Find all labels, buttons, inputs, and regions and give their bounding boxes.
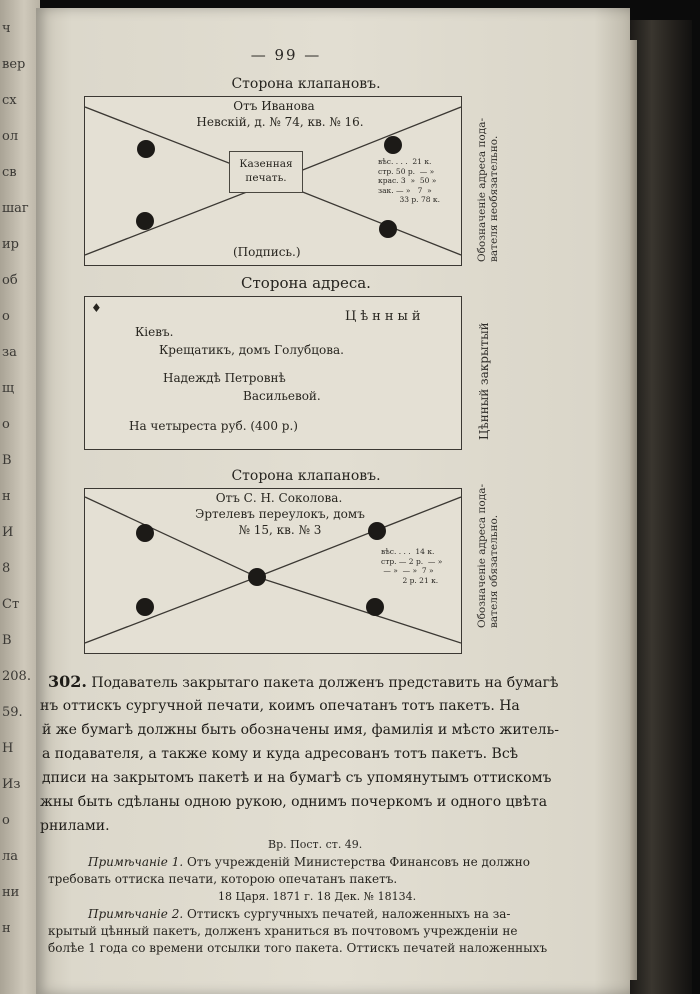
address-street: Крещатикъ, домъ Голубцова. [159,343,344,357]
article-line: а подавателя, а также кому и куда адресованъ тотъ пакетъ. Всѣ [42,746,519,762]
envelope2-caption: Сторона адреса. [241,274,371,292]
previous-page-fragment: ол [2,129,19,144]
wax-seal [384,136,402,154]
sender-address-number: № 15, кв. № 3 [238,523,322,537]
previous-page-fragment: св [2,165,17,180]
recipient-name: Надеждѣ Петровнѣ [163,371,286,385]
article-reference: Вр. Пост. ст. 49. [268,838,363,851]
article-302 [40,670,588,838]
note-1 [48,854,588,905]
note-line: крытый цѣнный пакетъ, долженъ храниться въ почтовомъ учрежденіи не [48,924,518,938]
note-2 [48,906,588,957]
previous-page-fragment: 208. [2,669,31,684]
previous-page-fragment: И [2,525,14,540]
wax-seal [248,568,266,586]
previous-page-fragment: 8 [2,561,11,576]
previous-page-fragment: вер [2,57,26,72]
side-note-line: Обозначеніе адреса пода- [476,117,488,262]
note-line [48,854,588,871]
previous-page-strip [0,0,40,994]
previous-page-fragment: н [2,921,11,936]
previous-page-fragment: щ [2,381,15,396]
wax-seal [137,140,155,158]
previous-page-fragment: сх [2,93,17,108]
side-note-line: вателя обязательно. [488,514,500,628]
official-stamp: Казенная печать. [229,151,303,193]
envelope3-side-note [476,484,500,628]
previous-page-fragment: В [2,633,12,648]
envelope1-side-note [476,118,500,262]
article-number: 302. [48,672,87,691]
previous-page-fragment: шаг [2,201,29,216]
book-page [36,8,630,994]
previous-page-fragment: В [2,453,12,468]
envelope1-flap-side [84,96,462,266]
note-reference: 18 Царя. 1871 г. 18 Дек. № 18134. [218,890,417,903]
previous-page-fragment: Ст [2,597,20,612]
previous-page-fragment: об [2,273,18,288]
note-label: Примѣчаніе 2. [88,907,184,921]
declared-value: На четыреста руб. (400 р.) [129,419,298,433]
previous-page-fragment: ни [2,885,20,900]
article-line: й же бумагѣ должны быть обозначены имя, фамилія и мѣсто житель- [42,722,559,738]
article-line: дписи на закрытомъ пакетѣ и на бумагѣ съ упомянутымъ оттискомъ [42,770,552,786]
previous-page-fragment: н [2,489,11,504]
previous-page-fragment: ч [2,21,11,36]
recipient-surname: Васильевой. [243,389,321,403]
note-text: Отъ учрежденій Министерства Финансовъ не должно [186,855,531,869]
wax-seal [379,220,397,238]
sender-address: Невскій, д. № 74, кв. № 16. [196,115,364,129]
value-label: Цѣнный [345,309,425,324]
wax-seal [136,212,154,230]
wax-seal [136,598,154,616]
note-text: Оттискъ сургучныхъ печатей, наложенныхъ на за- [186,907,511,921]
sender-name: Отъ С. Н. Соколова. [199,491,359,505]
previous-page-fragment: 59. [2,705,23,720]
wax-seal [366,598,384,616]
previous-page-fragment: ир [2,237,19,252]
address-city: Кіевъ. [135,325,174,339]
article-text: Подаватель закрытаго пакета долженъ представить на бумагѣ [91,675,559,691]
wax-seal [136,524,154,542]
postage-calculation: вѣс. . . . 21 к. стр. 50 р. — » крас. 3 » 50 » зак. — » 7 » 33 р. 78 к. [378,157,440,204]
previous-page-fragment: Н [2,741,14,756]
note-line: требовать оттиска печати, которою опечатанъ пакетъ. [48,872,398,886]
side-note-line: Обозначеніе адреса пода- [476,483,488,628]
page-number: — 99 — [250,46,322,64]
envelope1-caption: Сторона клапановъ. [231,76,381,92]
signature-placeholder: (Подпись.) [233,245,301,259]
previous-page-fragment: о [2,309,10,324]
envelope3-caption: Сторона клапановъ. [231,468,381,484]
note-line: болѣе 1 года со времени отсылки того пакета. Оттискъ печатей наложенныхъ [48,941,548,955]
corner-mark: ♦ [91,301,102,315]
wax-seal [368,522,386,540]
sender-address: Эртелевъ переулокъ, домъ [185,507,375,521]
book-spine [630,20,692,994]
envelope3-flap-side [84,488,462,654]
article-line: нъ оттискъ сургучной печати, коимъ опечатанъ тотъ пакетъ. На [40,698,520,714]
previous-page-fragment: ла [2,849,19,864]
note-label: Примѣчаніе 1. [88,855,184,869]
sender-name: Отъ Иванова [209,99,339,113]
note-line [48,906,588,923]
previous-page-fragment: о [2,813,10,828]
article-line [48,670,588,694]
postage-calculation: вѣс. . . . 14 к. стр. — 2 р. — » — » — » 7 » 2 р. 21 к. [381,547,443,585]
envelope2-address-side [84,296,462,450]
previous-page-fragment: о [2,417,10,432]
envelope2-side-note: Цѣнный закрытый [477,322,491,440]
article-line: рнилами. [40,818,110,834]
article-line: жны быть сдѣланы одною рукою, однимъ почеркомъ и одного цвѣта [40,794,548,810]
previous-page-fragment: за [2,345,17,360]
previous-page-fragment: Из [2,777,21,792]
side-note-line: вателя необязательно. [488,135,500,262]
